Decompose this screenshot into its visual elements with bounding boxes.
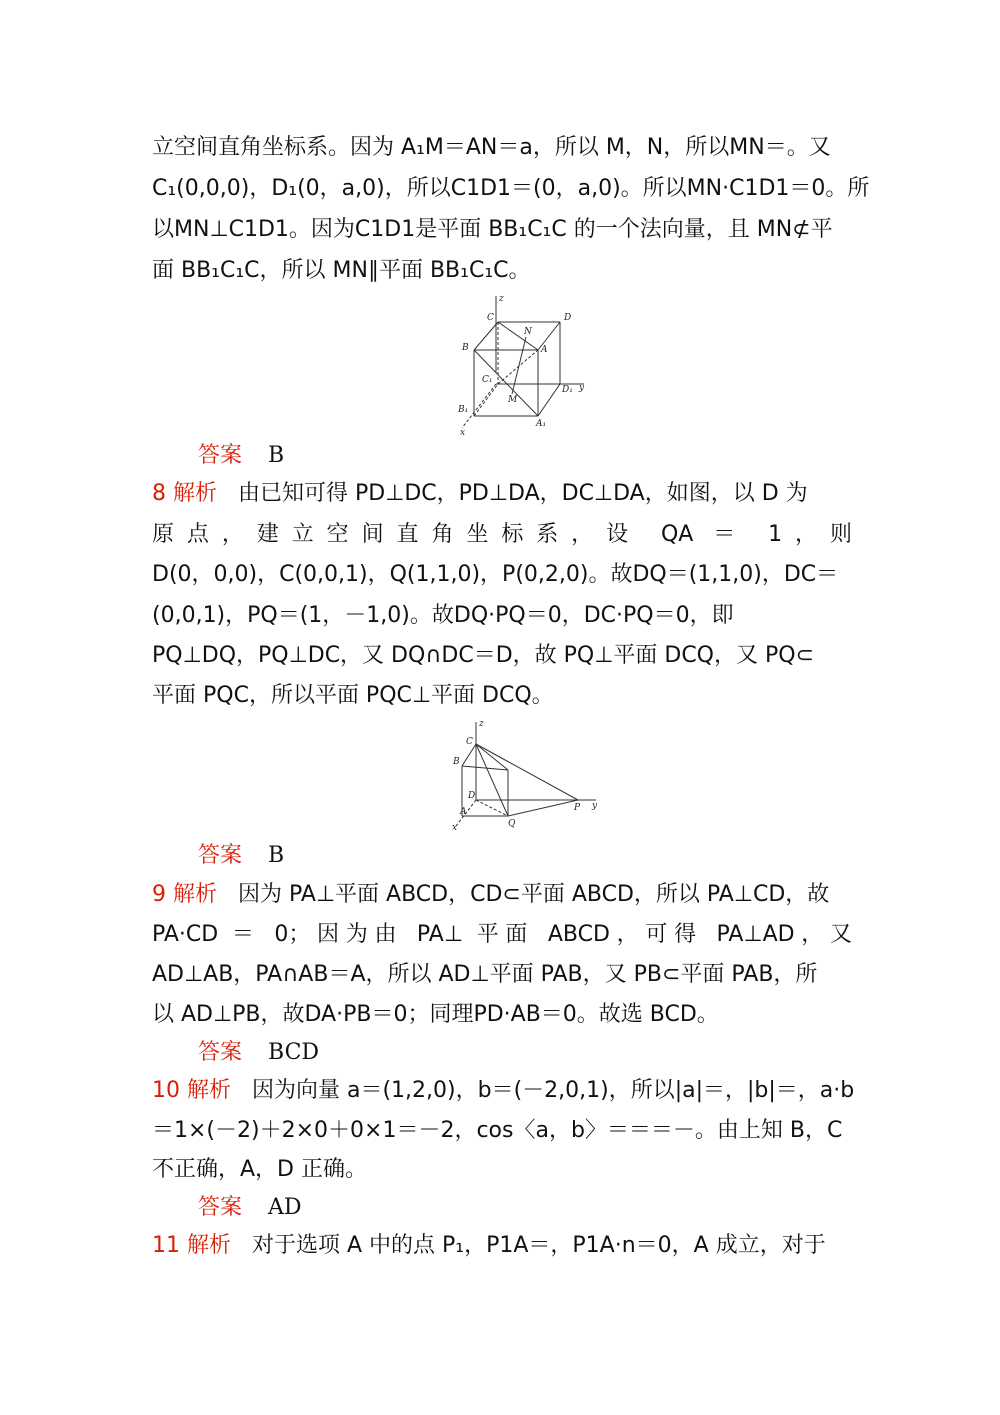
label-n: N bbox=[524, 327, 532, 337]
p8-line-5: PQ⊥DQ，PQ⊥DC，又 DQ∩DC＝D，故 PQ⊥平面 DCQ，又 PQ⊂ bbox=[152, 643, 815, 668]
p9-text-1: 因为 PA⊥平面 ABCD，CD⊂平面 ABCD，所以 PA⊥CD，故 bbox=[237, 882, 830, 907]
answer-7 bbox=[198, 436, 284, 476]
answer-value: B bbox=[268, 443, 285, 468]
answer-10 bbox=[198, 1188, 302, 1228]
label-b1: B₁ bbox=[458, 405, 469, 415]
answer-value: AD bbox=[268, 1195, 302, 1220]
p8-line-3: D(0，0,0)，C(0,0,1)，Q(1,1,0)，P(0,2,0)。故DQ＝(1,1,0)，DC＝ bbox=[152, 562, 839, 587]
label-d: D bbox=[468, 791, 476, 801]
p9-line-3: AD⊥AB，PA∩AB＝A，所以 AD⊥平面 PAB，又 PB⊂平面 PAB，所 bbox=[152, 962, 818, 987]
answer-label: 答案 bbox=[198, 1040, 243, 1065]
p10-line-1 bbox=[152, 1071, 855, 1111]
label-b: B bbox=[462, 343, 469, 353]
label-d1: D₁ bbox=[562, 385, 573, 395]
label-x: x bbox=[460, 428, 466, 438]
p10-number: 10 解析 bbox=[152, 1078, 231, 1103]
label-y: y bbox=[579, 383, 585, 393]
p9-number: 9 解析 bbox=[152, 882, 217, 907]
answer-value: B bbox=[268, 843, 285, 868]
p7-line-1: 立空间直角坐标系。因为 A₁M＝AN＝a，所以 M，N，所以MN＝。又 bbox=[152, 135, 831, 160]
cube-figure bbox=[452, 292, 592, 438]
label-a: A bbox=[541, 345, 548, 355]
p7-line-2: C₁(0,0,0)，D₁(0，a,0)，所以C1D1＝(0，a,0)。所以MN·C1D1＝0。所 bbox=[152, 176, 870, 201]
p11-line-1 bbox=[152, 1226, 852, 1266]
p10-text-1: 因为向量 a＝(1,2,0)，b＝(－2,0,1)，所以|a|＝，|b|＝，a·b bbox=[251, 1078, 855, 1103]
label-z: z bbox=[499, 294, 504, 304]
label-d: D bbox=[564, 313, 572, 323]
answer-value: BCD bbox=[268, 1040, 320, 1065]
p11-number: 11 解析 bbox=[152, 1233, 231, 1258]
answer-8 bbox=[198, 836, 284, 876]
label-a: A bbox=[460, 807, 467, 817]
label-z: z bbox=[479, 719, 484, 729]
p8-line-2: 原点，建立空间直角坐标系，设 QA ＝ 1，则 bbox=[152, 522, 852, 547]
p8-text-1: 由已知可得 PD⊥DC，PD⊥DA，DC⊥DA，如图，以 D 为 bbox=[237, 481, 808, 506]
pyramid-figure bbox=[448, 716, 604, 834]
p11-text-1: 对于选项 A 中的点 P₁，P1A＝，P1A·n＝0，A 成立，对于 bbox=[251, 1233, 826, 1258]
label-c1: C₁ bbox=[482, 375, 493, 385]
label-b: B bbox=[453, 757, 460, 767]
label-p: P bbox=[574, 803, 581, 813]
p8-number: 8 解析 bbox=[152, 481, 217, 506]
p8-line-4: (0,0,1)，PQ＝(1，－1,0)。故DQ·PQ＝0，DC·PQ＝0，即 bbox=[152, 603, 734, 628]
answer-label: 答案 bbox=[198, 443, 243, 468]
p7-line-4: 面 BB₁C₁C，所以 MN∥平面 BB₁C₁C。 bbox=[152, 258, 531, 283]
label-c: C bbox=[487, 313, 494, 323]
p9-line-4: 以 AD⊥PB，故DA·PB＝0；同理PD·AB＝0。故选 BCD。 bbox=[152, 1002, 719, 1027]
p7-line-3: 以MN⊥C1D1。因为C1D1是平面 BB₁C₁C 的一个法向量，且 MN⊄平 bbox=[152, 217, 833, 242]
answer-label: 答案 bbox=[198, 1195, 243, 1220]
p10-line-2: ＝1×(－2)＋2×0＋0×1＝－2，cos〈a，b〉＝＝＝－。由上知 B，C bbox=[152, 1118, 843, 1143]
label-a1: A₁ bbox=[536, 419, 547, 429]
p9-line-2: PA·CD ＝ 0；因为由 PA⊥ 平面 ABCD，可得 PA⊥AD，又 bbox=[152, 922, 852, 947]
p9-line-1 bbox=[152, 875, 852, 915]
p10-line-3: 不正确，A，D 正确。 bbox=[152, 1157, 367, 1182]
answer-label: 答案 bbox=[198, 843, 243, 868]
p8-line-1 bbox=[152, 474, 852, 514]
answer-9 bbox=[198, 1033, 319, 1073]
label-m: M bbox=[508, 395, 518, 405]
label-c: C bbox=[466, 737, 473, 747]
label-q: Q bbox=[508, 819, 516, 829]
label-y: y bbox=[592, 801, 598, 811]
p8-line-6: 平面 PQC，所以平面 PQC⊥平面 DCQ。 bbox=[152, 683, 554, 708]
label-x: x bbox=[452, 823, 458, 833]
